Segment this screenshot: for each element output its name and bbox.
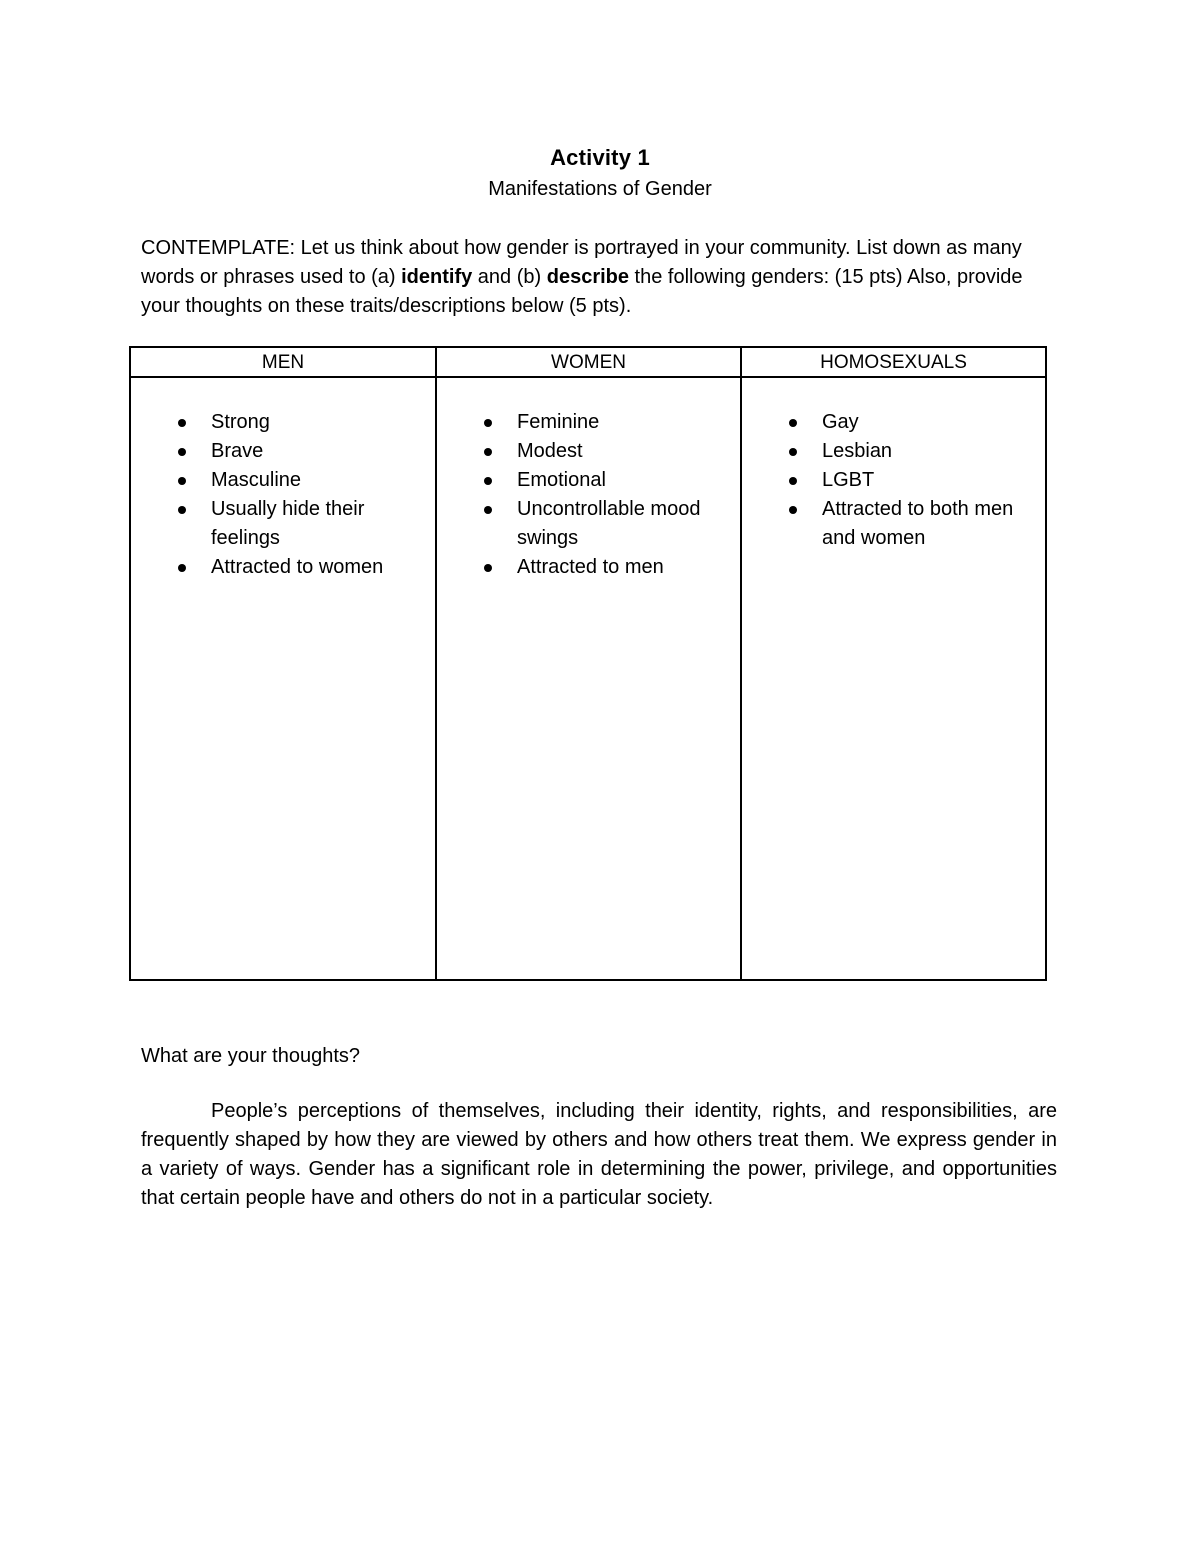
- bullet-icon: [178, 506, 186, 514]
- list-item: [742, 408, 1045, 437]
- column-header-homosexuals: HOMOSEXUALS: [742, 348, 1045, 378]
- list-item: [742, 495, 1045, 553]
- trait-list-men: [131, 408, 435, 582]
- page-title: Activity 1: [550, 145, 650, 170]
- bullet-icon: [789, 477, 797, 485]
- list-item-text: Brave: [211, 440, 264, 462]
- list-item: [131, 553, 435, 582]
- list-item: [437, 408, 740, 437]
- list-item: [131, 466, 435, 495]
- list-item-text: Attracted to both men and women: [822, 498, 1014, 549]
- list-item-text: Strong: [211, 411, 270, 433]
- bullet-icon: [484, 419, 492, 427]
- instructions-text: and (b): [472, 266, 547, 288]
- column-header-women: WOMEN: [437, 348, 740, 378]
- list-item: [131, 495, 435, 553]
- instructions-paragraph: [141, 234, 1041, 321]
- instructions-text: the following genders: (15 pts) Also, provide your thoughts on these traits/descriptions below (5 pts).: [141, 266, 1023, 317]
- column-header-men: MEN: [131, 348, 435, 378]
- list-item: [437, 495, 740, 553]
- list-item: [742, 437, 1045, 466]
- bullet-icon: [484, 506, 492, 514]
- bullet-icon: [178, 564, 186, 572]
- page-subtitle: Manifestations of Gender: [488, 178, 712, 200]
- table-column-men: [131, 348, 437, 979]
- instructions-text: CONTEMPLATE: Let us think about how gender is portrayed in your community. List down as many words or phrases used to (a): [141, 237, 1022, 288]
- bullet-icon: [789, 448, 797, 456]
- bullet-icon: [484, 564, 492, 572]
- list-item: [437, 437, 740, 466]
- instructions-bold-describe: describe: [546, 266, 629, 288]
- table-column-women: [437, 348, 742, 979]
- bullet-icon: [178, 477, 186, 485]
- list-item-text: Modest: [517, 440, 583, 462]
- trait-list-homosexuals: [742, 408, 1045, 553]
- traits-table: [129, 346, 1047, 981]
- list-item-text: LGBT: [822, 469, 875, 491]
- bullet-icon: [178, 448, 186, 456]
- thoughts-answer: People’s perceptions of themselves, including their identity, rights, and responsibilities, are frequently shaped by how they are viewed by others and how others treat them. We express gender in a variety of ways. Gender has a significant role in determining the power, privilege, and opportunities that certain people have and others do not in a particular society.: [141, 1100, 1057, 1209]
- thoughts-question: What are your thoughts?: [141, 1045, 361, 1067]
- list-item-text: Uncontrollable mood swings: [517, 498, 701, 549]
- bullet-icon: [178, 419, 186, 427]
- list-item-text: Attracted to women: [211, 556, 384, 578]
- bullet-icon: [484, 477, 492, 485]
- list-item-text: Attracted to men: [517, 556, 664, 578]
- bullet-icon: [484, 448, 492, 456]
- bullet-icon: [789, 419, 797, 427]
- list-item-text: Usually hide their feelings: [211, 498, 365, 549]
- list-item: [131, 408, 435, 437]
- list-item-text: Masculine: [211, 469, 302, 491]
- table-column-homosexuals: [742, 348, 1045, 979]
- list-item: [131, 437, 435, 466]
- list-item: [742, 466, 1045, 495]
- list-item-text: Gay: [822, 411, 859, 433]
- list-item: [437, 466, 740, 495]
- trait-list-women: [437, 408, 740, 582]
- list-item-text: Lesbian: [822, 440, 893, 462]
- bullet-icon: [789, 506, 797, 514]
- list-item: [437, 553, 740, 582]
- list-item-text: Feminine: [517, 411, 600, 433]
- list-item-text: Emotional: [517, 469, 606, 491]
- instructions-bold-identify: identify: [401, 266, 473, 288]
